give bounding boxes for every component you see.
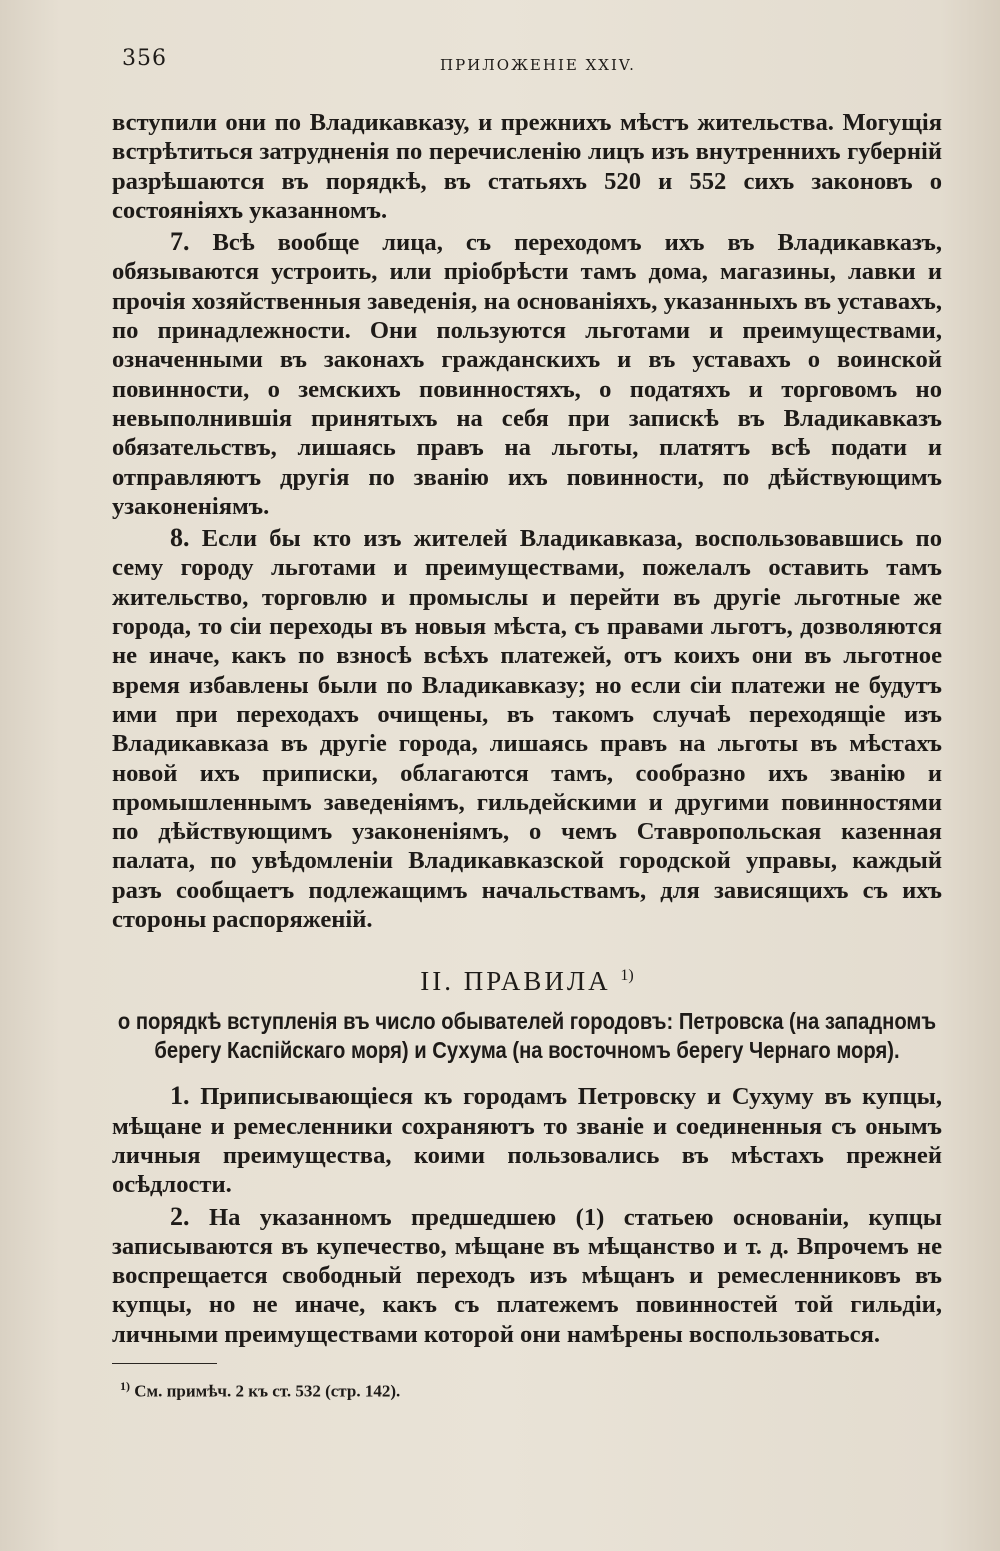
footnote bbox=[112, 1374, 942, 1404]
footnote-reference: 1) bbox=[620, 967, 634, 985]
article-number: 1. bbox=[170, 1081, 190, 1111]
page-number: 356 bbox=[122, 46, 167, 71]
article-1 bbox=[112, 1081, 942, 1199]
article-number: 8. bbox=[170, 523, 190, 553]
section-title-text: II. ПРАВИЛА bbox=[420, 966, 611, 997]
article-7 bbox=[112, 227, 942, 521]
section-subtitle: о порядкѣ вступленія въ число обывателей городовъ: Петровска (на западномъ берегу Каспійскаго моря) и Сухума (на восточномъ берегу Чернаго моря). bbox=[117, 1008, 937, 1064]
section-title bbox=[112, 966, 942, 997]
article-number: 7. bbox=[170, 227, 190, 257]
paragraph-continuation bbox=[112, 108, 942, 225]
body-text bbox=[112, 108, 942, 1404]
article-2 bbox=[112, 1202, 942, 1349]
paragraph-text: На указанномъ предшедшею (1) статьею основаніи, купцы записываются въ купечество, мѣщане въ мѣщанство и т. д. Впрочемъ не воспрещается свободный переходъ изъ мѣщанъ и ремесленниковъ въ купцы, но не иначе, какъ съ платежемъ повинностей той гильдіи, личными преимуществами которой они намѣрены воспользоваться. bbox=[112, 1203, 942, 1348]
paragraph-text: Всѣ вообще лица, съ переходомъ ихъ въ Владикавказъ, обязываются устроить, или пріобрѣсти тамъ дома, магазины, лавки и прочія хозяйственныя заведенія, на основаніяхъ, указанныхъ въ уставахъ, по принадлежности. Они пользуются льготами и преимуществами, означенными въ законахъ гражданскихъ и въ уставахъ о воинской повинности, о земскихъ повинностяхъ, о податяхъ и торговомъ но невыполнившія принятыхъ на себя при запискѣ въ Владикавказъ обязательствъ, лишаясь правъ на льготы, платятъ всѣ подати и отправляютъ другія по званію ихъ повинности, по дѣйствующимъ узаконеніямъ. bbox=[112, 229, 942, 520]
footnote-text: См. примѣч. 2 къ ст. 532 (стр. 142). bbox=[134, 1381, 401, 1401]
page-header bbox=[120, 40, 940, 76]
paragraph-text: Если бы кто изъ жителей Владикавказа, воспользовавшись по сему городу льготами и преимуществами, пожелалъ оставить тамъ жительство, торговлю и промыслы и перейти въ другіе льготные же города, то сіи переходы въ новыя мѣста, съ правами льготъ, дозволяются не иначе, какъ по взносѣ всѣхъ платежей, отъ коихъ они въ льготное время избавлены были по Владикавказу; но если сіи платежи не будутъ ими при переходахъ очищены, въ такомъ случаѣ переходящіе изъ Владикавказа въ другіе города, лишаясь правъ на льготы въ мѣстахъ новой ихъ приписки, облагаются тамъ, сообразно ихъ званію и промышленнымъ заведеніямъ, гильдейскими и другими повинностями по дѣйствующимъ узаконеніямъ, о чемъ Ставропольская казенная палата, по увѣдомленіи Владикавказской городской управы, каждый разъ сообщаетъ подлежащимъ начальствамъ, для зависящихъ съ ихъ стороны распоряженій. bbox=[112, 525, 942, 934]
running-title: ПРИЛОЖЕНІЕ XXIV. bbox=[440, 56, 636, 74]
paragraph-text: Приписывающіеся къ городамъ Петровску и Сухуму въ купцы, мѣщане и ремесленники сохраняютъ то званіе и соединенныя съ онымъ личныя преимущества, коими пользовались въ мѣстахъ прежней осѣдлости. bbox=[112, 1083, 942, 1199]
footnote-mark: 1) bbox=[120, 1378, 130, 1393]
article-number: 2. bbox=[170, 1201, 190, 1231]
paragraph-text: вступили они по Владикавказу, и прежнихъ мѣстъ жительства. Могущія встрѣтиться затрудненія по перечисленію лицъ изъ внутреннихъ губерній разрѣшаются въ порядкѣ, въ статьяхъ 520 и 552 сихъ законовъ о состояніяхъ указанномъ. bbox=[112, 109, 942, 224]
article-8 bbox=[112, 523, 942, 934]
footnote-divider bbox=[112, 1363, 217, 1364]
